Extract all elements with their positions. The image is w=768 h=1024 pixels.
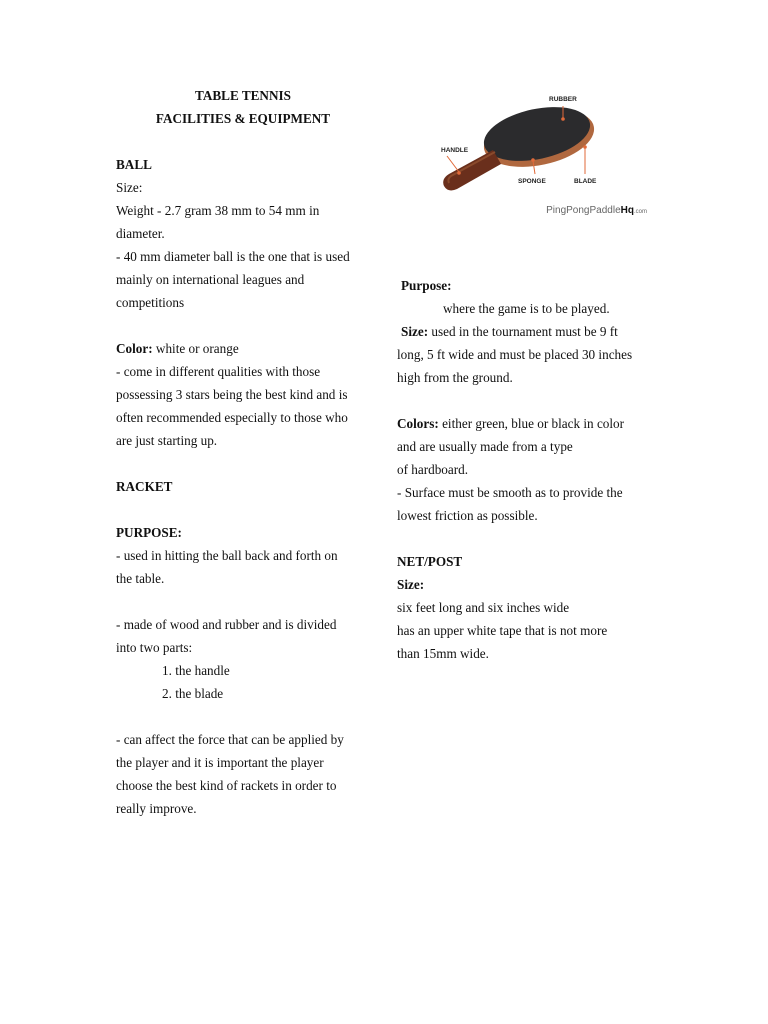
ball-color-line [116, 337, 374, 360]
table-purpose-label: Purpose: [401, 278, 452, 293]
table-surface-line: lowest friction as possible. [397, 508, 538, 523]
document-title-line1: TABLE TENNIS [195, 88, 291, 103]
table-surface-line: - Surface must be smooth as to provide the [397, 485, 623, 500]
table-colors-line [397, 412, 659, 435]
racket-purpose-label: PURPOSE: [116, 525, 182, 540]
table-size-label: Size: [401, 324, 429, 339]
brand-suffix: .com [633, 209, 647, 215]
right-column [397, 274, 659, 665]
ball-weight-line: diameter. [116, 226, 165, 241]
racket-part-handle: 1. the handle [162, 663, 230, 678]
table-colors-text: either green, blue or black in color [438, 416, 625, 431]
racket-diagram [397, 86, 651, 222]
ball-quality-line: possessing 3 stars being the best kind and is [116, 387, 348, 402]
ball-note-line: - 40 mm diameter ball is the one that is used [116, 249, 350, 264]
net-heading: NET/POST [397, 554, 463, 569]
table-size-text: used in the tournament must be 9 ft [428, 324, 618, 339]
net-size-label: Size: [397, 577, 425, 592]
ball-note-line: competitions [116, 295, 185, 310]
label-rubber: RUBBER [549, 96, 577, 103]
left-column [116, 84, 374, 820]
ball-note-line: mainly on international leagues and [116, 272, 305, 287]
racket-illustration [397, 86, 651, 222]
racket-force-line: - can affect the force that can be applied by [116, 732, 344, 747]
table-colors-line: and are usually made from a type [397, 439, 573, 454]
racket-force-line: the player and it is important the player [116, 755, 324, 770]
racket-part-blade: 2. the blade [162, 686, 224, 701]
racket-made-line: into two parts: [116, 640, 193, 655]
table-colors-label: Colors: [397, 416, 439, 431]
ball-color-value: white or orange [152, 341, 239, 356]
brand-watermark [546, 205, 647, 218]
net-line: has an upper white tape that is not more [397, 623, 608, 638]
ball-weight-line: Weight - 2.7 gram 38 mm to 54 mm in [116, 203, 320, 218]
racket-force-line: choose the best kind of rackets in order to [116, 778, 337, 793]
table-colors-line: of hardboard. [397, 462, 469, 477]
table-purpose-value: where the game is to be played. [443, 301, 610, 316]
document-title-line2: FACILITIES & EQUIPMENT [155, 111, 331, 126]
brand-bold: Hq [620, 205, 634, 216]
net-line: six feet long and six inches wide [397, 600, 570, 615]
table-size-line [397, 320, 659, 343]
ball-quality-line: are just starting up. [116, 433, 218, 448]
racket-handle [443, 150, 501, 190]
label-blade: BLADE [574, 178, 597, 185]
net-line: than 15mm wide. [397, 646, 489, 661]
table-size-line: high from the ground. [397, 370, 513, 385]
table-size-line: long, 5 ft wide and must be placed 30 inches [397, 347, 633, 362]
ball-color-label: Color: [116, 341, 153, 356]
racket-use-line: the table. [116, 571, 165, 586]
racket-made-line: - made of wood and rubber and is divided [116, 617, 337, 632]
racket-heading: RACKET [116, 479, 173, 494]
brand-text: PingPongPaddle [546, 205, 621, 216]
ball-size-label: Size: [116, 180, 143, 195]
racket-use-line: - used in hitting the ball back and forth on [116, 548, 338, 563]
ball-heading: BALL [116, 157, 152, 172]
label-sponge: SPONGE [518, 178, 546, 185]
ball-quality-line: - come in different qualities with those [116, 364, 321, 379]
racket-force-line: really improve. [116, 801, 197, 816]
ball-quality-line: often recommended especially to those who [116, 410, 348, 425]
label-handle: HANDLE [441, 147, 469, 154]
